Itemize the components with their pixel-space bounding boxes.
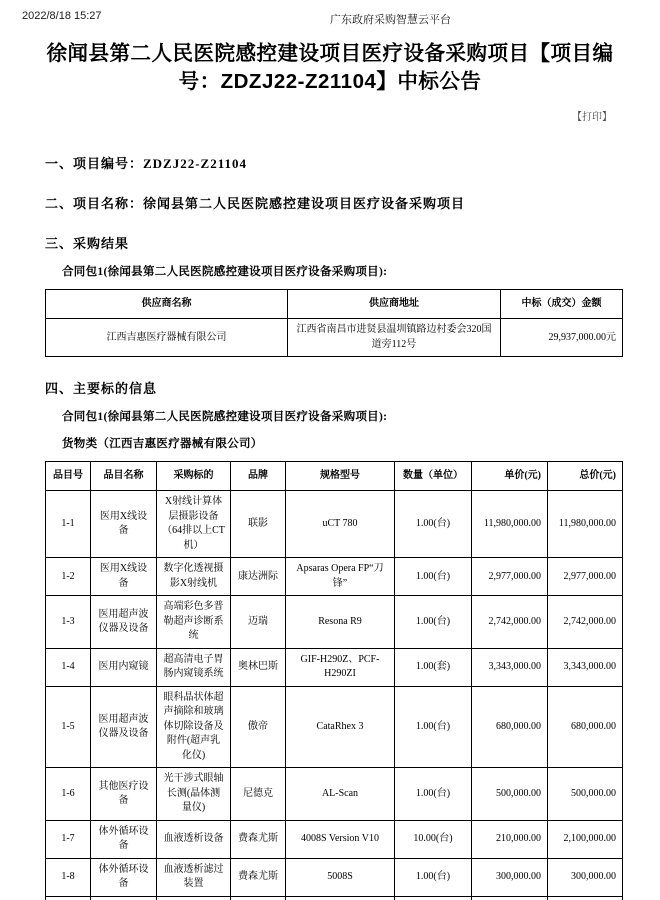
cell-brand: 尼德克	[231, 768, 286, 821]
cell-total-price: 2,100,000.00	[548, 820, 623, 858]
subject-package-line: 合同包1(徐闻县第二人民医院感控建设项目医疗设备采购项目):	[62, 411, 388, 424]
cell-no: 1-7	[46, 820, 91, 858]
cell-brand: 傲帝	[231, 686, 286, 768]
cell-qty: 1.00(台)	[395, 558, 472, 596]
header-item-no: 品目号	[46, 462, 91, 491]
header-procurement-target: 采购标的	[157, 462, 231, 491]
cell-total-price: 11,980,000.00	[548, 491, 623, 558]
cell-model: Resona R9	[286, 596, 395, 649]
cell-target: 超高清电子胃肠内窥镜系统	[157, 648, 231, 686]
table-row	[46, 768, 623, 821]
announcement-body	[45, 153, 622, 900]
table-row	[46, 820, 623, 858]
section-project-name: 二、项目名称：徐闻县第二人民医院感控建设项目医疗设备采购项目	[45, 196, 466, 212]
cell-category	[91, 896, 157, 900]
header-quantity: 数量（单位）	[395, 462, 472, 491]
header-supplier-address: 供应商地址	[288, 290, 501, 319]
cell-model: AL-Scan	[286, 768, 395, 821]
cell-no	[46, 896, 91, 900]
cell-target: 血液透析滤过装置	[157, 858, 231, 896]
supplier-header-row	[46, 290, 623, 319]
cell-unit-price: 210,000.00	[472, 820, 548, 858]
cell-unit-price: 2,742,000.00	[472, 596, 548, 649]
page-title: 徐闻县第二人民医院感控建设项目医疗设备采购项目【项目编号：ZDZJ22-Z21104】中标公告	[46, 42, 614, 93]
site-title: 广东政府采购智慧云平台	[330, 14, 451, 26]
cell-supplier-address: 江西省南昌市进贤县温圳镇路边村委会320国道旁112号	[288, 319, 501, 357]
cell-category: 体外循环设备	[91, 820, 157, 858]
header-brand: 品牌	[231, 462, 286, 491]
header-model: 规格型号	[286, 462, 395, 491]
cell-total-price: 500,000.00	[548, 768, 623, 821]
cell-model: 5008S	[286, 858, 395, 896]
cell-model: 4008S Version V10	[286, 820, 395, 858]
cell-category: 其他医疗设备	[91, 768, 157, 821]
items-header-row	[46, 462, 623, 491]
cell-model: CataRhex 3	[286, 686, 395, 768]
table-row	[46, 686, 623, 768]
header-total-price: 总价(元)	[548, 462, 623, 491]
cell-brand: 康达洲际	[231, 558, 286, 596]
cell-target: 高端彩色多普勒超声诊断系统	[157, 596, 231, 649]
cell-total-price: 2,742,000.00	[548, 596, 623, 649]
cell-unit-price: 2,977,000.00	[472, 558, 548, 596]
cell-target: X射线计算体层摄影设备（64排以上CT机）	[157, 491, 231, 558]
items-table	[45, 461, 623, 900]
cell-total-price: 300,000.00	[548, 858, 623, 896]
cell-total-price: 680,000.00	[548, 686, 623, 768]
cell-qty	[395, 896, 472, 900]
cell-no: 1-3	[46, 596, 91, 649]
cell-target: 光干涉式眼轴长测(晶体测量仪)	[157, 768, 231, 821]
supplier-table	[45, 289, 623, 357]
cell-no: 1-4	[46, 648, 91, 686]
cell-target: 数字化透视摄影X射线机	[157, 558, 231, 596]
cell-qty: 10.00(台)	[395, 820, 472, 858]
cell-model: Apsaras Opera FP“刀锋”	[286, 558, 395, 596]
cell-model: GIF-H290Z、PCF-H290ZI	[286, 648, 395, 686]
cell-qty: 1.00(台)	[395, 768, 472, 821]
cell-total-price: 3,343,000.00	[548, 648, 623, 686]
cell-category: 医用超声波仪器及设备	[91, 596, 157, 649]
cell-unit-price: 300,000.00	[472, 858, 548, 896]
cell-brand	[231, 896, 286, 900]
cell-no: 1-5	[46, 686, 91, 768]
print-timestamp: 2022/8/18 15:27	[22, 10, 102, 22]
cell-brand: 费森尤斯	[231, 858, 286, 896]
cell-model	[286, 896, 395, 900]
section-procurement-result: 三、采购结果	[45, 236, 130, 252]
cell-brand: 费森尤斯	[231, 820, 286, 858]
cell-unit-price: 680,000.00	[472, 686, 548, 768]
header-award-amount: 中标（成交）金额	[501, 290, 623, 319]
header-supplier-name: 供应商名称	[46, 290, 288, 319]
cell-qty: 1.00(台)	[395, 491, 472, 558]
cell-unit-price: 3,343,000.00	[472, 648, 548, 686]
cell-brand: 迈瑞	[231, 596, 286, 649]
cell-unit-price	[472, 896, 548, 900]
cell-qty: 1.00(台)	[395, 596, 472, 649]
result-package-line: 合同包1(徐闻县第二人民医院感控建设项目医疗设备采购项目):	[62, 266, 388, 279]
cell-category: 体外循环设备	[91, 858, 157, 896]
table-row	[46, 648, 623, 686]
cell-brand: 联影	[231, 491, 286, 558]
cell-target: 眼科晶状体超声摘除和玻璃体切除设备及附件(超声乳化仪)	[157, 686, 231, 768]
cell-model: uCT 780	[286, 491, 395, 558]
cell-qty: 1.00(台)	[395, 858, 472, 896]
subject-category-line: 货物类（江西吉惠医疗器械有限公司）	[62, 438, 263, 451]
cell-award-amount: 29,937,000.00元	[501, 319, 623, 357]
cell-category: 医用X线设备	[91, 491, 157, 558]
cell-no: 1-2	[46, 558, 91, 596]
cell-category: 医用内窥镜	[91, 648, 157, 686]
cell-no: 1-6	[46, 768, 91, 821]
cell-total-price: 2,977,000.00	[548, 558, 623, 596]
section-main-subject-info: 四、主要标的信息	[45, 381, 158, 397]
cell-category: 医用X线设备	[91, 558, 157, 596]
cell-unit-price: 11,980,000.00	[472, 491, 548, 558]
cell-target	[157, 896, 231, 900]
cell-category: 医用超声波仪器及设备	[91, 686, 157, 768]
cell-supplier-name: 江西吉惠医疗器械有限公司	[46, 319, 288, 357]
table-row	[46, 858, 623, 896]
cell-qty: 1.00(套)	[395, 648, 472, 686]
print-button[interactable]: 【打印】	[572, 112, 612, 124]
cell-target: 血液透析设备	[157, 820, 231, 858]
cell-no: 1-1	[46, 491, 91, 558]
header-unit-price: 单价(元)	[472, 462, 548, 491]
cell-qty: 1.00(台)	[395, 686, 472, 768]
cell-unit-price: 500,000.00	[472, 768, 548, 821]
print-link-row	[0, 107, 612, 125]
table-row	[46, 896, 623, 900]
cell-no: 1-8	[46, 858, 91, 896]
supplier-row	[46, 319, 623, 357]
table-row	[46, 491, 623, 558]
table-row	[46, 558, 623, 596]
cell-brand: 奥林巴斯	[231, 648, 286, 686]
table-row	[46, 596, 623, 649]
cell-total-price	[548, 896, 623, 900]
header-item-category: 品目名称	[91, 462, 157, 491]
section-project-number: 一、项目编号：ZDZJ22-Z21104	[45, 156, 248, 172]
